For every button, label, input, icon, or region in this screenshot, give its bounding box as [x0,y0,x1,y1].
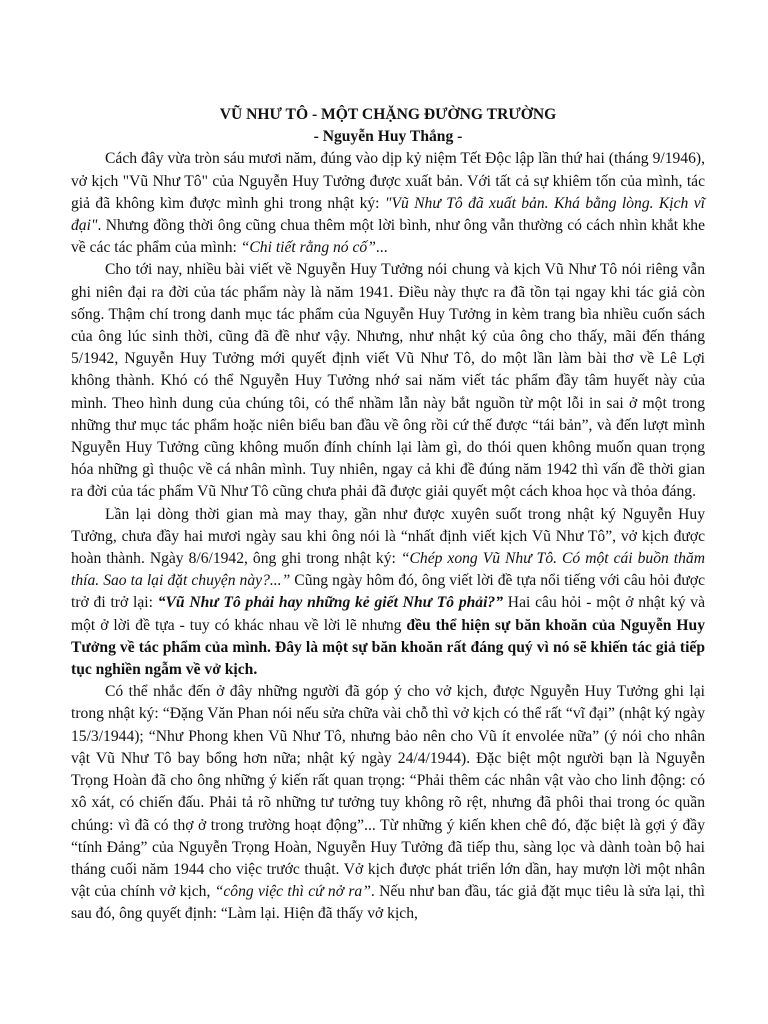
article-title: VŨ NHƯ TÔ - MỘT CHẶNG ĐƯỜNG TRƯỜNG [219,106,557,123]
text-run: . Nếu như ban đầu, tác giả đặt mục tiêu là sửa lại, thì sau đó, ông quyết định: “Làm lại. Hiện đã thấy vở kịch, [71,883,705,923]
text-run: Lần lại dòng thời gian mà may thay, gần như được xuyên suốt trong nhật ký Nguyễn Huy Tưởng, chưa đầy hai mươi ngày sau khi ông nói là “nhất định viết kịch Vũ Như Tô”, vở kịch được hoàn thành. Ngày 8/6/1942, ông ghi trong nhật ký: [71,505,705,568]
paragraph [71,681,705,925]
article-author: - Nguyễn Huy Thắng - [313,128,463,146]
text-run: Cho tới nay, nhiều bài viết về Nguyễn Huy Tưởng nói chung và kịch Vũ Như Tô nói riêng vẫn ghi niên đại ra đời của tác phẩm này là năm 1941. Điều này thực ra đã tồn tại ngay khi tác giả còn sống. Thậm chí trong danh mục tác phẩm của Nguyễn Huy Tưởng in kèm trang bìa nhiều cuốn sách của ông lúc sinh thời, cũng đã đề như vậy. Nhưng, như nhật ký của ông cho thấy, mãi đến tháng 5/1942, Nguyễn Huy Tưởng mới quyết định viết Vũ Như Tô, do một lần làm bài thơ về Lê Lợi không thành. Khó có thể Nguyễn Huy Tưởng nhớ sai năm viết tác phẩm đầy tâm huyết này của mình. Theo hình dung của chúng tôi, có thể nhầm lẫn này bắt nguồn từ một lỗi in sai ở một trong những thư mục tác phẩm hoặc niên biểu ban đầu về ông rồi cứ thế được “tái bản”, và đến lượt mình Nguyễn Huy Tưởng cũng không muốn đính chính lại làm gì, do thói quen không muốn quan trọng hóa những gì thuộc về cá nhân mình. Tuy nhiên, ngay cả khi đề đúng năm 1942 thì vấn đề thời gian ra đời của tác phẩm Vũ Như Tô cũng chưa phải đã được giải quyết một cách khoa học và thỏa đáng. [71,261,705,501]
article-body [71,148,705,925]
paragraph [71,259,705,503]
text-run: đều thể hiện sự băn khoăn của Nguyễn Huy Tưởng về tác phẩm của mình. Đây là một sự băn khoăn rất đáng quý vì nó sẽ khiến tác giả tiếp tục nghiền ngẫm về vở kịch. [71,616,705,679]
text-run: Cách đây vừa tròn sáu mươi năm, đúng vào dịp kỷ niệm Tết Độc lập lần thứ hai (tháng 9/1946), vở kịch "Vũ Như Tô" của Nguyễn Huy Tưởng được xuất bản. Với tất cả sự khiêm tốn của mình, tác giả đã không kìm được mình ghi trong nhật ký: [71,150,705,212]
text-run: “công việc thì cứ nở ra” [214,883,371,901]
text-run: "Vũ Như Tô đã xuất bản. Khá bằng lòng. Kịch vĩ đại" [71,194,705,235]
text-run: . Nhưng đồng thời ông cũng chua thêm một lời bình, như ông vẫn thường có cách nhìn khắt khe về các tác phẩm của mình: [71,217,705,257]
paragraph [71,148,705,259]
text-run: “Vũ Như Tô phải hay những kẻ giết Như Tô phải?” [157,594,504,612]
text-run: Cũng ngày hôm đó, ông viết lời đề tựa nổi tiếng với câu hỏi được trở đi trở lại: [71,572,705,612]
text-run: ... [375,239,388,257]
text-run: Hai câu hỏi - một ở nhật ký và một ở lời đề tựa - tuy có khác nhau về lời lẽ nhưng [71,594,705,634]
text-run: “Chép xong Vũ Như Tô. Có một cái buồn thăm thía. Sao ta lại đặt chuyện này?...” [71,550,705,590]
text-run: Có thể nhắc đến ở đây những người đã góp ý cho vở kịch, được Nguyễn Huy Tưởng ghi lại trong nhật ký: “Đặng Văn Phan nói nếu sửa chữa vài chỗ thì vở kịch có thể rất “vĩ đại” (nhật ký ngày 15/3/1944); “Như Phong khen Vũ Như Tô, nhưng bảo nên cho Vũ ít envolée nữa” (ý nói cho nhân vật Vũ Như Tô bay bổng hơn nữa; nhật ký ngày 24/4/1944). Đặc biệt một người bạn là Nguyễn Trọng Hoàn đã cho ông những ý kiến rất quan trọng: “Phải thêm các nhân vật vào cho linh động: có xô xát, có chiến đấu. Phải tả rõ những tư tưởng tuy không rõ rệt, nhưng đã phôi thai trong óc quần chúng: vì đã có thợ ở trong trường hoạt động”... Từ những ý kiến khen chê đó, đặc biệt là gợi ý đầy “tính Đảng” của Nguyễn Trọng Hoàn, Nguyễn Huy Tưởng đã tiếp thu, sàng lọc và dành toàn bộ hai tháng cuối năm 1944 cho việc trước thuật. Vở kịch được phát triển lớn dần, hay mượn lời một nhân vật của chính vở kịch, [71,683,705,901]
paragraph [71,504,705,682]
text-run: “Chi tiết rằng nó cố” [240,239,376,257]
